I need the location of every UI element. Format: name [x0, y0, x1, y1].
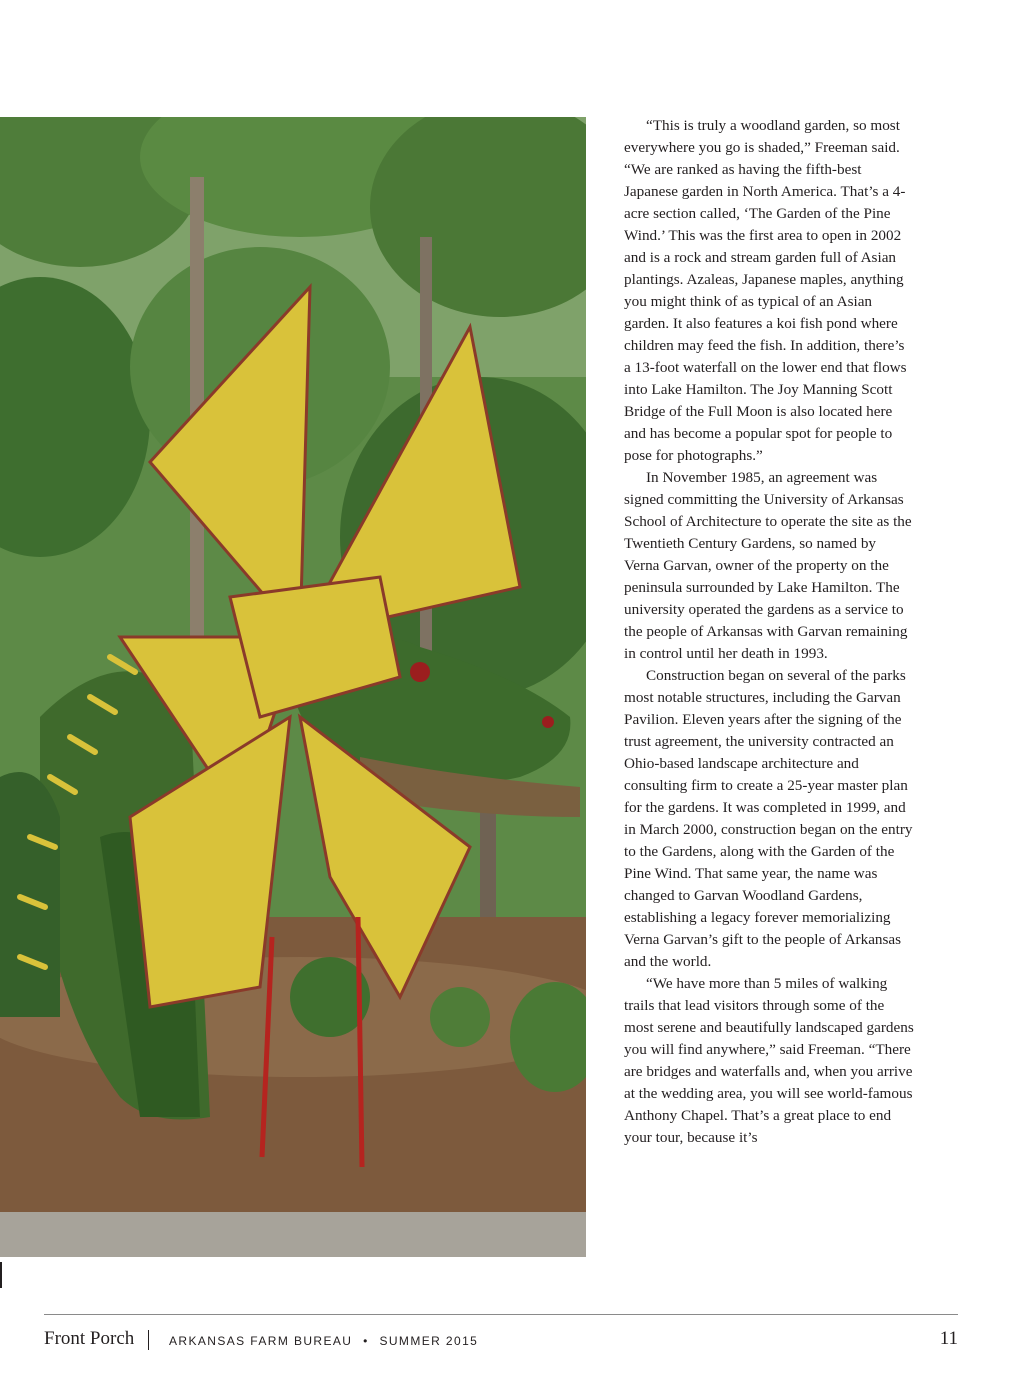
page-footer	[44, 1326, 958, 1354]
issue-label: SUMMER 2015	[379, 1334, 479, 1348]
bullet-separator: •	[363, 1334, 369, 1348]
footer-separator	[148, 1330, 149, 1350]
page-number: 11	[939, 1328, 958, 1349]
dragon-topiary-photo	[0, 117, 586, 1257]
publication-info	[169, 1334, 478, 1348]
magazine-title: Front Porch	[44, 1328, 135, 1349]
publisher-name: ARKANSAS FARM BUREAU	[169, 1334, 353, 1348]
article-paragraph: “This is truly a woodland garden, so most everywhere you go is shaded,” Freeman said. “We are ranked as having the fifth-best Japanese garden in North America. That’s a 4-acre section called, ‘The Garden of the Pine Wind.’ This was the first area to open in 2002 and is a rock and stream garden full of Asian plantings. Azaleas, Japanese maples, anything you might think of as typical of an Asian garden. It also features a koi fish pond where children may feed the fish. In addition, there’s a 13-foot waterfall on the lower end that flows into Lake Hamilton. The Joy Manning Scott Bridge of the Full Moon is also located here and has become a popular spot for people to pose for photographs.”	[624, 117, 907, 464]
article-paragraph: In November 1985, an agreement was signed committing the University of Arkansas School of Architecture to operate the site as the Twentieth Century Gardens, so named by Verna Garvan, owner of the property on the peninsula surrounded by Lake Hamilton. The university operated the gardens as a service to the people of Arkansas with Garvan remaining in control until her death in 1993.	[624, 469, 912, 662]
footer-divider	[44, 1314, 958, 1315]
crop-mark	[0, 1262, 2, 1288]
article-paragraph: “We have more than 5 miles of walking trails that lead visitors through some of the most serene and beautifully landscaped gardens you will find anywhere,” said Freeman. “There are bridges and waterfalls and, when you arrive at the wedding area, you will see world-famous Anthony Chapel. That’s a great place to end your tour, because it’s	[624, 975, 914, 1146]
article-paragraph: Construction began on several of the parks most notable structures, including the Garvan Pavilion. Eleven years after the signing of the trust agreement, the university contracted an Ohio-based landscape architecture and consulting firm to create a 25-year master plan for the gardens. It was completed in 1999, and in March 2000, construction began on the entry to the Gardens, along with the Garden of the Pine Wind. That same year, the name was changed to Garvan Woodland Gardens, establishing a legacy forever memorializing Verna Garvan’s gift to the people of Arkansas and the world.	[624, 667, 913, 970]
article-column	[624, 115, 914, 1149]
